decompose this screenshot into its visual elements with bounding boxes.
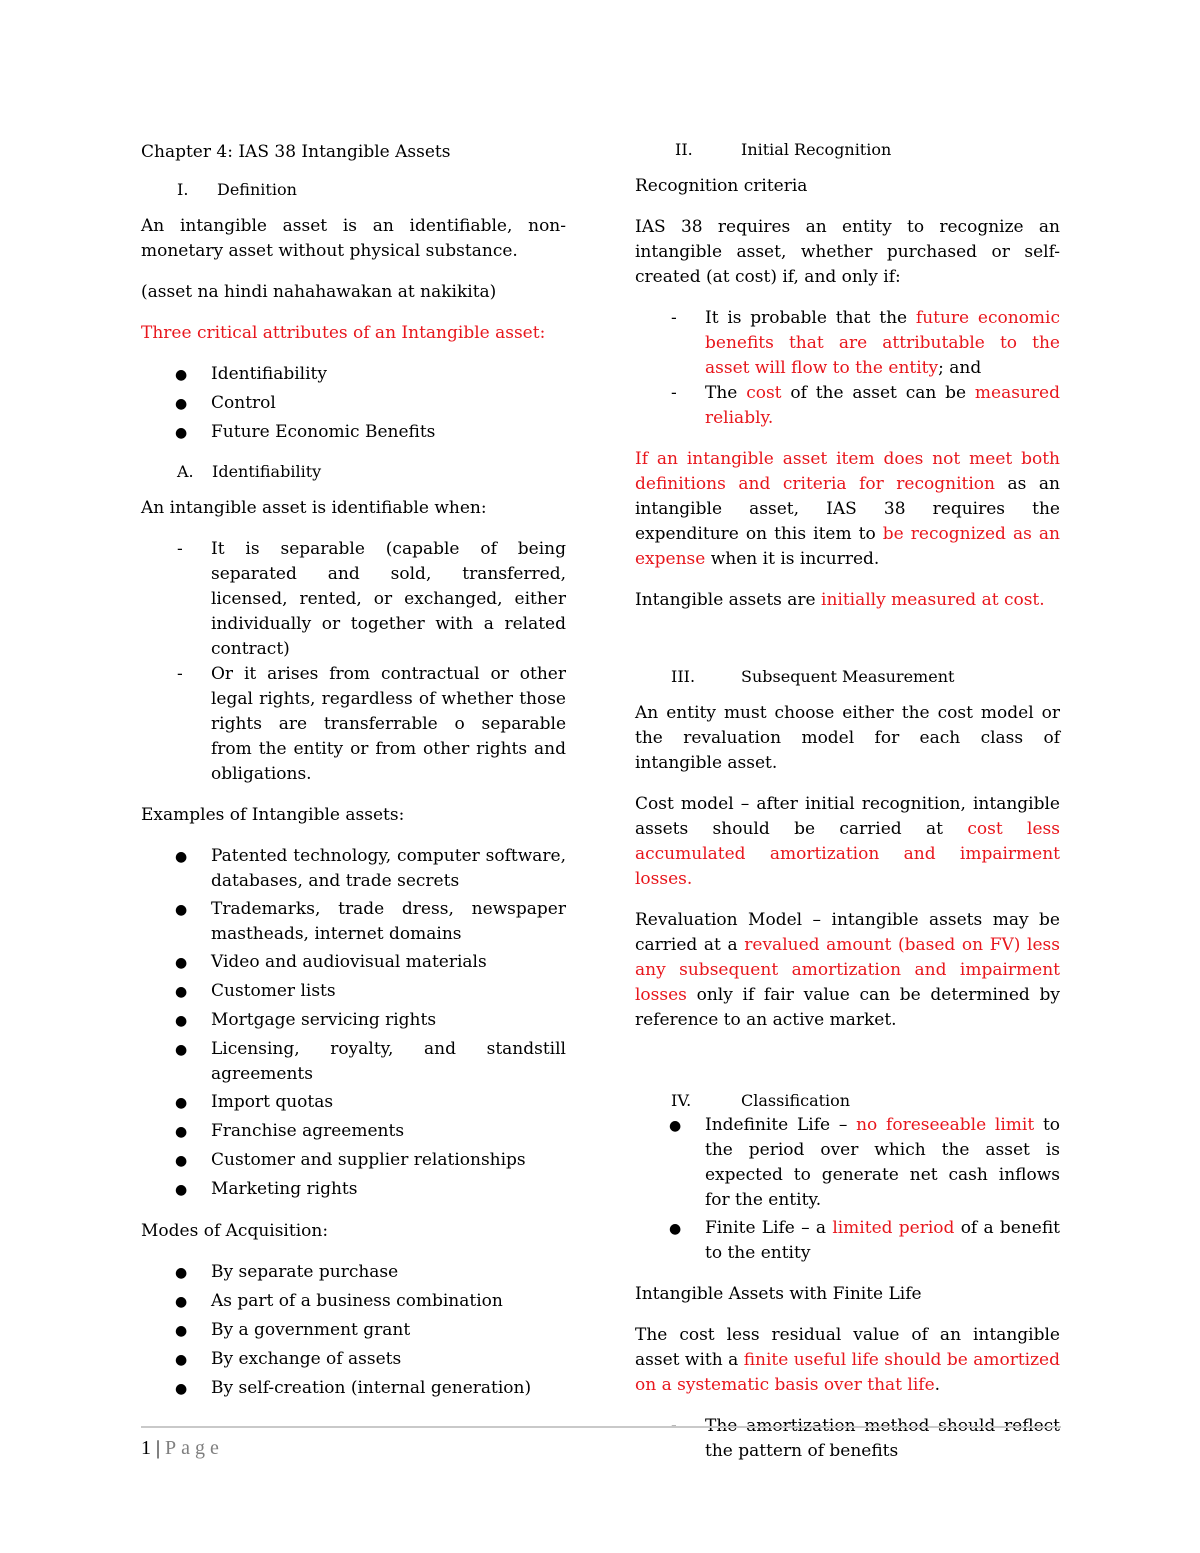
section-title: Definition xyxy=(217,180,297,199)
page-footer xyxy=(141,1426,1061,1461)
revaluation-model-paragraph: Revaluation Model – intangible assets may be carried at a revalued amount (based on FV) less any subsequent amortization and impairment losses only if fair value can be determined by reference to an active market. xyxy=(635,910,1060,1030)
list-item: ● By separate purchase xyxy=(175,1262,399,1282)
examples-list xyxy=(141,844,566,1203)
modes-list xyxy=(141,1260,566,1402)
cost-model-paragraph: Cost model – after initial recognition, intangible assets should be carried at cost less accumulated amortization and impairment losses. xyxy=(635,794,1060,889)
list-item: ● Patented technology, computer software, databases, and trade secrets xyxy=(175,846,566,891)
classification-list xyxy=(635,1113,1060,1266)
list-item: - The cost of the asset can be measured reliably. xyxy=(671,383,1060,428)
choose-model-paragraph: An entity must choose either the cost model or the revaluation model for each class of intangible asset. xyxy=(635,703,1060,773)
section-heading-initial-recognition: II. Initial Recognition xyxy=(675,140,892,159)
list-item: ● Franchise agreements xyxy=(175,1121,405,1141)
section-heading-classification: IV. Classification xyxy=(671,1091,851,1110)
list-item: ● Identifiability xyxy=(175,364,327,384)
not-meet-paragraph: If an intangible asset item does not meet both definitions and criteria for recognition as an intangible asset, IAS 38 requires the expenditure on this item to be recognized as an expense when it is incurred. xyxy=(635,449,1060,569)
list-item: ● Video and audiovisual materials xyxy=(175,952,487,972)
recognition-criteria-heading: Recognition criteria xyxy=(635,176,808,196)
list-item: ● Marketing rights xyxy=(175,1179,358,1199)
left-column xyxy=(141,140,566,1418)
page-label: Page xyxy=(165,1437,224,1459)
list-item: ● Future Economic Benefits xyxy=(175,422,436,442)
tagalog-note: (asset na hindi nahahawakan at nakikita) xyxy=(141,282,497,302)
list-item: ● Import quotas xyxy=(175,1092,334,1112)
finite-life-paragraph: The cost less residual value of an intangible asset with a finite useful life should be amortized on a systematic basis over that life. xyxy=(635,1325,1061,1395)
list-item: ● By a government grant xyxy=(175,1320,411,1340)
initial-measurement: Intangible assets are initially measured at cost. xyxy=(635,590,1045,610)
finite-life-heading: Intangible Assets with Finite Life xyxy=(635,1284,922,1304)
examples-heading: Examples of Intangible assets: xyxy=(141,805,405,825)
recognition-list xyxy=(635,306,1060,431)
identifiable-when: An intangible asset is identifiable when: xyxy=(141,498,487,518)
right-column xyxy=(635,140,1060,1480)
list-item: ● Indefinite Life – no foreseeable limit to the period over which the asset is expected to generate net cash inflows for the entity. xyxy=(669,1115,1061,1210)
list-item: - Or it arises from contractual or other legal rights, regardless of whether those rights are transferrable o separable from the entity or from other rights and obligations. xyxy=(177,664,566,784)
list-item: ● Control xyxy=(175,393,276,413)
identifiable-list xyxy=(141,537,566,787)
list-item: - It is separable (capable of being separated and sold, transferred, licensed, rented, or exchanged, either individually or together with a related contract) xyxy=(177,539,566,659)
chapter-title: Chapter 4: IAS 38 Intangible Assets xyxy=(141,142,451,162)
list-item: ● By self-creation (internal generation) xyxy=(175,1378,532,1398)
section-heading-definition xyxy=(141,180,566,199)
page-number: 1 xyxy=(141,1437,151,1459)
list-item: ● Mortgage servicing rights xyxy=(175,1010,437,1030)
list-item: ● Finite Life – a limited period of a benefit to the entity xyxy=(669,1218,1061,1263)
list-item: - The amortization method should reflect the pattern of benefits xyxy=(671,1416,1060,1461)
section-heading-subsequent-measurement: III. Subsequent Measurement xyxy=(671,667,955,686)
list-item: ● By exchange of assets xyxy=(175,1349,402,1369)
list-item: ● As part of a business combination xyxy=(175,1291,503,1311)
page-indicator: 1 | Page xyxy=(141,1437,224,1459)
attributes-list xyxy=(141,362,566,446)
recognition-paragraph: IAS 38 requires an entity to recognize an intangible asset, whether purchased or self-created (at cost) if, and only if: xyxy=(635,217,1060,287)
list-item: - It is probable that the future economic benefits that are attributable to the asset will flow to the entity; and xyxy=(671,308,1060,378)
modes-heading: Modes of Acquisition: xyxy=(141,1221,329,1241)
list-item: ● Customer and supplier relationships xyxy=(175,1150,526,1170)
list-item: ● Licensing, royalty, and standstill agreements xyxy=(175,1039,566,1084)
list-item: ● Trademarks, trade dress, newspaper mastheads, internet domains xyxy=(175,899,566,944)
attributes-heading: Three critical attributes of an Intangible asset: xyxy=(141,323,546,343)
list-item: ● Customer lists xyxy=(175,981,336,1001)
section-number: I. xyxy=(177,180,189,199)
definition-paragraph: An intangible asset is an identifiable, non-monetary asset without physical substance. xyxy=(141,216,566,261)
subsection-heading-identifiability: A. Identifiability xyxy=(177,462,322,481)
